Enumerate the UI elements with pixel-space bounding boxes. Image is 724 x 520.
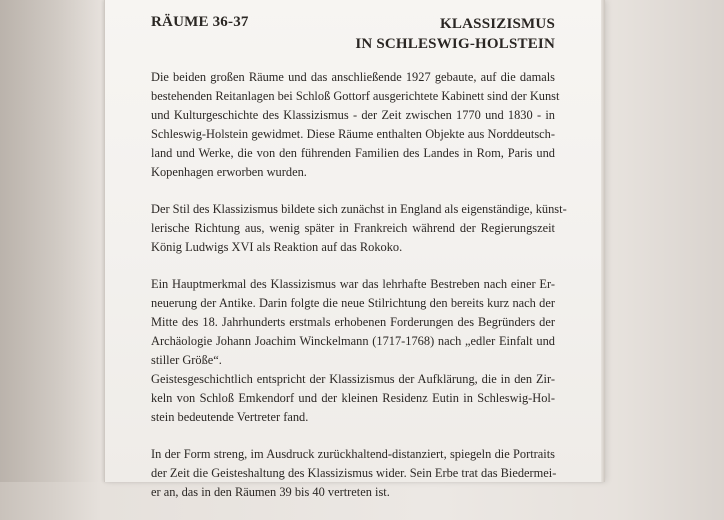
title-line-1: KLASSIZISMUS [440, 16, 555, 32]
text-line: und Kulturgeschichte des Klassizismus - der Zeit zwischen 1770 und 1830 - in [151, 108, 555, 122]
paragraph-1 [151, 68, 560, 182]
room-number: RÄUME 36-37 [151, 14, 249, 30]
panel-title [355, 14, 555, 54]
text-line: Die beiden großen Räume und das anschließende 1927 gebaute, auf die damals [151, 70, 555, 84]
text-line: Der Stil des Klassizismus bildete sich zunächst in England als eigenständige, künst- [151, 202, 567, 216]
text-line: Geistesgeschichtlich entspricht der Klassizismus der Aufklärung, die in den Zir- [151, 372, 555, 386]
text-line: Schleswig-Holstein gewidmet. Diese Räume enthalten Objekte aus Norddeutsch- [151, 127, 555, 141]
panel-edge [601, 0, 605, 482]
text-line: In der Form streng, im Ausdruck zurückhaltend-distanziert, spiegeln die Portraits [151, 447, 555, 461]
text-line: stiller Größe“. [151, 353, 222, 367]
text-line: er an, das in den Räumen 39 bis 40 vertreten ist. [151, 485, 390, 499]
paragraph-5 [151, 445, 555, 502]
text-line: lerische Richtung aus, wenig später in Frankreich während der Regierungszeit [151, 221, 555, 235]
panel-header [151, 14, 555, 58]
panel-body [151, 68, 567, 520]
wall-background [0, 0, 100, 482]
information-panel [104, 0, 605, 499]
text-line: keln von Schloß Emkendorf und der kleinen Residenz Eutin in Schleswig-Hol- [151, 391, 555, 405]
text-line: bestehenden Reitanlagen bei Schloß Gottorf ausgerichtete Kabinett sind der Kunst [151, 89, 560, 103]
text-line: Ein Hauptmerkmal des Klassizismus war das lehrhafte Bestreben nach einer Er- [151, 277, 555, 291]
paragraph-2 [151, 200, 567, 257]
paragraph-4 [151, 370, 555, 427]
text-line: stein bedeutende Vertreter fand. [151, 410, 309, 424]
text-line: König Ludwigs XVI als Reaktion auf das Rokoko. [151, 240, 403, 254]
title-line-2: IN SCHLESWIG-HOLSTEIN [355, 36, 555, 52]
text-line: land und Werke, die von den führenden Familien des Landes in Rom, Paris und [151, 146, 555, 160]
text-line: neuerung der Antike. Darin folgte die neue Stilrichtung den bereits kurz nach der [151, 296, 555, 310]
text-line: Archäologie Johann Joachim Winckelmann (1717-1768) nach „edler Einfalt und [151, 334, 555, 348]
text-line: Kopenhagen erworben wurden. [151, 165, 307, 179]
text-line: der Zeit die Geisteshaltung des Klassizismus wider. Sein Erbe trat das Biedermei- [151, 466, 557, 480]
paragraph-3 [151, 275, 555, 370]
text-line: Mitte des 18. Jahrhunderts erstmals erhobenen Forderungen des Begründers der [151, 315, 555, 329]
